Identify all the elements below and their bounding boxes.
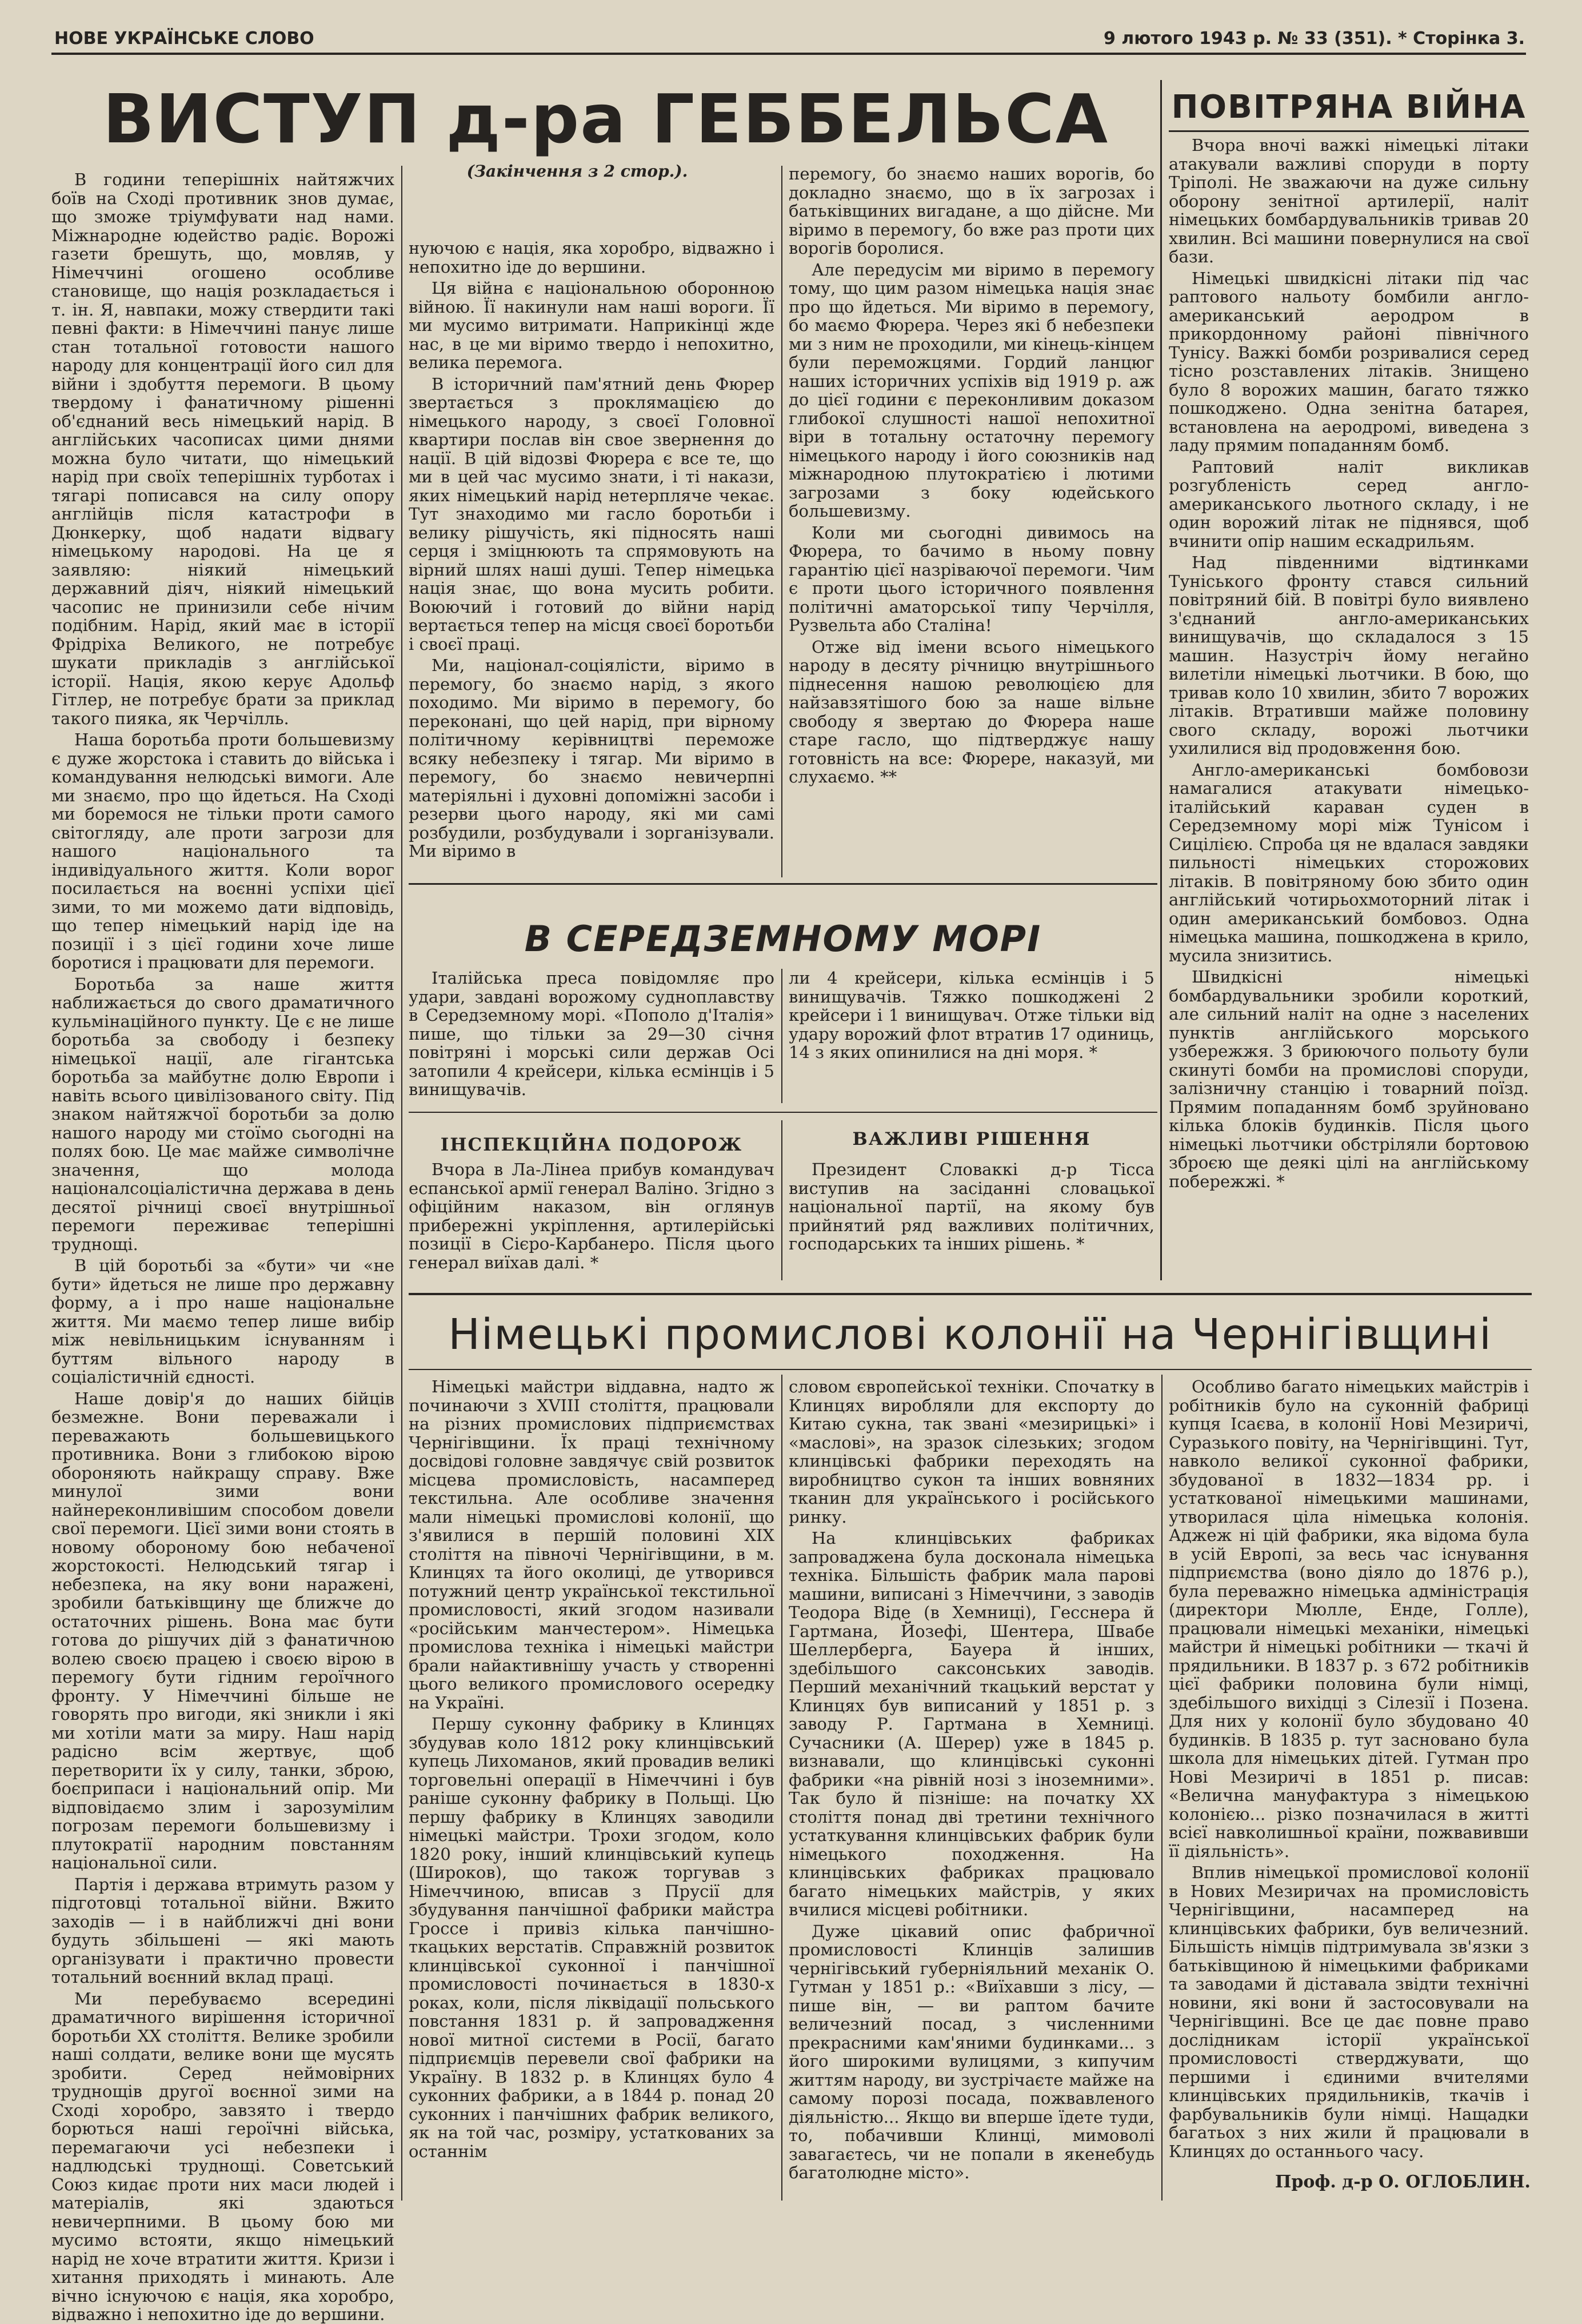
column-divider [781,1120,782,1280]
paragraph: В історичний пам'ятний день Фюрер звертається з проклямацією до німецького народу, з своєї Головної квартири послав він свое звернення до нації. В цій відозві Фюрера є все те, що ми в цей час мусимо знати, і ті накази, яких німецький нарід нетерпляче чекає. Тут знаходимо ми гасло боротьби і велику рішучість, які підносять наші серця і зміцнюють та спрямовують на вірний шлях наші душі. Тепер німецька нація знає, що вона мусить робити. Воюючий і готовий до війни нарід вертається тепер на місця своєї боротьби і своєї праці. [409,374,774,654]
paragraph: На клинцівських фабриках запроваджена була досконала німецька техніка. Більшість фабрик мала парові машини, виписані з Німеччини, з заводів Теодора Віде (в Хемниці), Гесснера й Гартмана, Йозефі, Шентера, Швабе Шеллербергa, Бауера й інших, здебільшого саксонських заводів. Перший механічний ткацький верстат у Клинцях був виписаний у 1851 р. з заводу Р. Гартмана в Хемниці. Сучасники (А. Шерер) уже в 1845 р. визнавали, що клинцівські суконні фабрики «на рівній нозі з іноземними». Так було й пізніше: на початку XX століття понад дві третини технічного устаткування клинцівських фабрик були німецького походження. На клинцівських фабриках працювало багато німецьких майстрів, у яких вчилися місцеві робітники. [789,1528,1154,1919]
paragraph: Партія і держава втримуть разом у підготовці тотальної війни. Вжито заходів — і в найближчі дні вони будуть збільшені — які мають організувати і практично провести тотальний воєнний вклад праці. [51,1874,394,1987]
paragraph: Вчора в Ла-Лінеа прибув командувач еспанської армії генерал Валіно. Згідно з офіційним наказом, він оглянув прибережні укріплення, артилерійські позиції в Сієро-Карбанеро. Після цього генерал виїхав далі. * [409,1160,774,1272]
issue-info: 9 лютого 1943 р. № 33 (351). * Сторінка 3. [1103,29,1525,49]
paragraph: Отже від імени всього німецького народу в десяту річницю внутрішнього піднесення нашою революцією для найзавзятішого бою за наше вільне свободу я звертаю до Фюрера наше старе гасло, що підтверджує нашу готовність на все: Фюрере, наказуй, ми слухаємо. ** [789,637,1154,786]
paragraph: В години теперішніх найтяжчих боїв на Сході противник знов думає, що зможе тріумфувати над нами. Міжнародне юдейство радіє. Ворожі газети брешуть, що, мовляв, у Німеччині огошено особливе становище, що нація розкладається і т. ін. Я, навпаки, можу ствердити такі певні факти: в Німеччині панує лише стан тотальної готовости нашого народу для концентрації його сил для війни і здобуття перемоги. В цьому твердому і фанатичному рішенні об'єднаний весь німецький нарід. В англійських часописах цими днями можна було читати, що німецький нарід при своїх теперішніх турботах і тягарі пописався на силу опору англійців після катастрофи в Дюнкерку, щоб надати відвагу німецькому народові. На це я заявляю: ніякий німецький державний діяч, ніякий німецький часопис не принизили себе нічим подібним. Нарід, який має в історії Фрідріха Великого, не потребує шукати прикладів з англійської історії. Нація, якою керує Адольф Гітлер, не потребує брати за приклад такого пияка, як Черчілль. [51,170,394,728]
paragraph: Вплив німецької промислової колонії в Нових Мезиричах на промисловість Чернігівщини, насамперед на клинцівських фабрики, був величезний. Більшість німців підтримувала зв'язки з батьківщиною й німецькими фабриками та заводами й діставала звідти технічні новини, які вони й застосовували на Чернігівщині. Все це дає повне право дослідникам історії української промисловості стверджувати, що першими і єдиними вчителями клинцівських прядильників, ткачів і фарбувальників були німці. Нащадки багатьох з них жили й працювали в Клинцях до останнього часу. [1169,1863,1529,2161]
air-war-column [1169,136,1529,1279]
paragraph: Швидкісні німецькі бомбардувальники зробили короткий, але сильний наліт на одне з населених пунктів англійського морського узбережжя. З бриюючого польоту були скинуті бомби на промислові споруди, залізничну станцію і товарний поїзд. Прямим попаданням бомб зруйновано кілька блоків будинків. Після цього німецькі льотчики обстріляли бортовою зброєю ще деякі цілі на англійському побережжі. * [1169,967,1529,1191]
inspection-text [409,1160,774,1280]
title-rule [409,1369,1532,1370]
goebbels-column-3 [789,165,1154,882]
chernihiv-column-1 [409,1377,774,2201]
column-divider [781,969,782,1103]
column-divider [781,166,782,877]
paragraph: Але передусім ми віримо в перемогу тому, що цим разом німецька нація знає про що йдеться. Ми віримо в перемогу, бо маємо Фюрера. Через які б небезпеки ми з ним не проходили, ми кінець-кінцем були переможцями. Гордий ланцюг наших історичних успіхів від 1919 р. аж до цієї години є переконливим доказом глибокої слушності нашої непохитної віри в тотальну остаточну перемогу німецького народу і його союзників над міжнародною плутократією і лютими загрозами з боку юдейського большевизму. [789,259,1154,521]
goebbels-title: ВИСТУП д-ра ГЕББЕЛЬСА [102,79,1109,158]
paragraph: словом європейської техніки. Спочатку в Клинцях виробляли для експорту до Китаю сукна, так звані «мезирицькі» і «маслові», на зразок сілезьких; згодом клинцівські фабрики переходять на виробництво сукон та інших вовняних тканин для українського і російського ринку. [789,1377,1154,1527]
title-rule [1169,130,1529,132]
paragraph: В цій боротьбі за «бути» чи «не бути» йдеться не лише про державну форму, а і про наше національне життя. Ми маємо тепер лише вибір між невільницьким існуванням і буттям вільного народу в соціалістичній єдності. [51,1256,394,1387]
goebbels-column-2 [409,239,774,880]
mediterranean-right [789,969,1154,1103]
paragraph: Ця війна є національною оборонною війною. Її накинули нам наші вороги. Її ми мусимо витримати. Наприкінці жде нас, в це ми віримо твердо і непохитно, велика перемога. [409,278,774,372]
inspection-title: ІНСПЕКЦІЙНА ПОДОРОЖ [440,1135,743,1155]
goebbels-column-1 [51,170,394,2324]
column-divider [401,166,402,2201]
paragraph: Англо-американські бомбовози намагалися атакувати німецько-італійський караван суден в Середземному морі між Тунісом і Сицілією. Спроба ця не вдалася завдяки пильності німецьких сторожових літаків. В повітряному бою збито один англійський чотирьохмоторний літак і один американський бомбовоз. Одна німецька машина, пошкоджена в крило, мусила знизитись. [1169,760,1529,965]
decisions-text [789,1160,1154,1280]
paragraph: Ми, націонал-соціялісти, віримо в перемогу, бо знаємо нарід, з якого походимо. Ми віримо в перемогу, бо переконані, що цей нарід, при вірному політичному керівництві переможе всяку небезпеку і тягар. Ми віримо в перемогу, бо знаємо невичерпні матеріяльні і духовні допоміжні засоби і резерви цього народу, які ми самі розбудили, розбудували і зорганізували. Ми віримо в [409,656,774,861]
air-war-title: ПОВІТРЯНА ВІЙНА [1171,89,1527,126]
decisions-title: ВАЖЛИВІ РІШЕННЯ [852,1129,1091,1149]
goebbels-subtitle: (Закінчення з 2 стор.). [466,162,688,181]
header-rule [51,53,1526,55]
column-divider [1161,1375,1162,2201]
mediterranean-left [409,969,774,1103]
author-signature: Проф. д-р О. ОГЛОБЛИН. [1275,2172,1531,2192]
paragraph: Раптовий наліт викликав розгубленість серед англо-американського льотного складу, і не один ворожий літак не піднявся, щоб вчинити опір нашим ескадрильям. [1169,457,1529,551]
section-rule [409,1293,1532,1295]
section-rule [409,1112,1157,1113]
paragraph: Президент Словаккі д-р Тісса виступив на засіданні словацької національної партії, на якому був прийнятий ряд важливих політичних, господарських та інших рішень. * [789,1160,1154,1253]
paragraph: нуючою є нація, яка хоробро, відважно і непохитно іде до вершини. [409,238,774,277]
paragraph: Вчора вночі важкі німецькі літаки атакували важливі споруди в порту Тріполі. Не зважаючи на дуже сильну оборону зенітної артилерії, наліт німецьких бомбардувальників тривав 20 хвилин. Всі машини повернулися на свої бази. [1169,135,1529,266]
newspaper-name: НОВЕ УКРАЇНСЬКЕ СЛОВО [54,29,314,49]
chernihiv-title: Німецькі промислові колонії на Чернігівщині [448,1310,1492,1359]
paragraph: Німецькі швидкісні літаки під час раптового нальоту бомбили англо-американський аеродром в прикордонному районі північного Тунісу. Важкі бомби розривалися серед тісно розставлених літаків. Знищено було 8 ворожих машин, багато тяжко пошкоджено. Одна зенітна батарея, встановлена на аеродромі, виведена з ладу прямим попаданням бомб. [1169,268,1529,455]
paragraph: Наше довір'я до наших бійців безмежне. Вони переважали і переважають большевицького противника. Вони з глибокою вірою обороняють найкращу справу. Вже минулої зими вони найнереконливішим способом довели свої перемоги. Цієї зими вони стоять в новому обороному бою небаченої жорстокості. Нелюдський тягар і небезпека, на яку вони наражені, зробили батьківщину ще ближче до остаточних рішень. Вона має бути готова до рішучих дій з фанатичною волею своєю працею і своєю вірою в перемогу бути гідним героїчного фронту. У Німеччині більше не говорять про вигоди, які зникли і які ми хотіли мати за миру. Наш нарід радісно всім жертвує, щоб перетворити їх у силу, танки, зброю, боєприпаси і національний опір. Ми відповідаємо злим і зарозумілим погрозам перемоги большевизму і плутократії народним повстанням національної сили. [51,1388,394,1872]
paragraph: Першу суконну фабрику в Клинцях збудував коло 1812 року клинцівський купець Лихоманов, який провадив великі торговельні операції в Німеччині і був раніше суконну фабрику в Польщі. Цю першу фабрику в Клинцях заводили німецькі майстри. Трохи згодом, коло 1820 року, інший клинцівський купець (Широков), що також торгував з Німеччиною, вписав з Прусії для збудування панчішної фабрики майстра Гроссе і привіз кілька панчішно-ткацьких верстатів. Справжній розвиток клинцівської суконної і панчішної промисловості починається в 1830-х роках, коли, після ліквідації польського повстання 1831 р. й запровадження нової митної системи в Росії, багато підприємців перевели свої фабрики на Україну. В 1832 р. в Клинцях було 4 суконних фабрики, а в 1844 р. понад 20 суконних і панчішних фабрик великого, як на той час, розміру, устаткованих за останнім [409,1714,774,2161]
column-divider [781,1375,782,2201]
mediterranean-title: В СЕРЕДЗЕМНОМУ МОРІ [524,918,1042,960]
section-rule [409,883,1157,885]
chernihiv-column-2 [789,1377,1154,2201]
paragraph: Наша боротьба проти большевизму є дуже жорстока і ставить до війська і командування нелюдські вимоги. Але ми знаємо, про що йдеться. На Сході ми боремося не тільки проти самого світогляду, але проти загрози для нашого національного та індивідуального життя. Коли ворог посилається на воєнні успіхи цієї зими, то ми можемо дати відповідь, що тепер німецький нарід іде на позиції і з цієї години хоче лише боротися і працювати для перемоги. [51,730,394,972]
paragraph: Коли ми сьогодні дивимось на Фюрера, то бачимо в ньому повну гарантію цієї назріваючої перемоги. Чим є проти цього історичного появлення політичні аматорської типу Черчілля, Рузвельта або Сталіна! [789,522,1154,635]
paragraph: Німецькі майстри віддавна, надто ж починаючи з XVIII століття, працювали на різних промислових підприємствах Чернігівщини. Їх праці технічному досвідові головне завдячує свій розвиток місцева промисловість, насамперед текстильна. Але особливе значення мали німецькі промислові колонії, що з'явилися в першій половині XIX століття на півночі Чернігівщини, в м. Клинцях та його околиці, де утворився потужний центр української текстильної промисловості, який згодом називали «російським манчестером». Німецька промислова техніка і німецькі майстри брали найактивнішу участь у створенні цього великого промислового осередку на Україні. [409,1377,774,1712]
paragraph: Ми перебуваємо всередині драматичного вирішення історичної боротьби XX століття. Велике зробили наші солдати, велике вони ще мусять зробити. Серед неймовірних труднощів другої воєнної зими на Сході хоробро, завзято і твердо борються наші героїчні війська, перемагаючи усі небезпеки і надлюдські труднощі. Советський Союз кидає проти них маси людей і матеріалів, які здаються невичерпними. В цьому бою ми мусимо встояти, якщо німецький нарід не хоче втратити життя. Кризи і хитання приходять і минають. Але вічно існуючою є нація, яка хоробро, відважно і непохитно іде до вершини. [51,1988,394,2324]
column-divider [1160,80,1162,1280]
paragraph: Особливо багато німецьких майстрів і робітників було на суконній фабриці купця Ісаєва, в колонії Нові Мезиричі, Суразького повіту, на Чернігівщині. Тут, навколо великої суконної фабрики, збудованої в 1832—1834 рр. і устаткованої німецькими машинами, утворилася ціла німецька колонія. Аджеж ні цій фабрики, яка відома була в усій Европі, за весь час існування підприємства (воно діяло до 1876 р.), була переважно німецька адміністрація (директори Мюлле, Енде, Голле), працювали німецькі механіки, німецькі майстри й німецькі робітники — ткачі й прядильники. В 1837 р. з 672 робітників цієї фабрики половина були німці, здебільшого вихідці з Сілезії і Позена. Для них у колонії було збудовано 40 будинків. В 1835 р. тут засновано була школа для німецьких дітей. Гутман про Нові Мезиричі в 1851 р. писав: «Велична мануфактура з німецькою колонією... різко позначилася в житті всієї навколишньої країни, пожвавивши її діяльність». [1169,1377,1529,1861]
paragraph: Боротьба за наше життя наближається до свого драматичного кульмінаційного пункту. Це є не лише боротьба за свободу і безпеку німецької нації, але гігантська боротьба за майбутнє долю Европи і навіть всього цивілізованого світу. Під знаком найтяжчої боротьби за долю нашого народу ми стоїмо сьогодні на полях бою. Це має майже символічне значення, що молода націоналсоціалістична держава в день десятої річниці своєї внутрішньої перемоги переживає теперішні труднощі. [51,974,394,1254]
paragraph: Італійська преса повідомляє про удари, завдані ворожому судноплавству в Середземному морі. «Пополо д'Італія» пише, що тільки за 29—30 січня повітряні і морські сили держав Осі затопили 4 крейсери, кілька есмінців і 5 винищувачів. [409,968,774,1099]
chernihiv-column-3 [1169,1377,1529,2161]
paragraph: Над південними відтинками Туніського фронту стався сильний повітряний бій. В повітрі було виявлено з'єднаний англо-американських винищувачів, що складалося з 15 машин. Назустріч йому негайно вилетіли німецькі льотчики. В бою, що тривав коло 10 хвилин, збито 7 ворожих літаків. Втративши майже половину свого складу, ворожі льотчики ухилилися від продовження бою. [1169,553,1529,758]
paragraph: ли 4 крейсери, кілька есмінців і 5 винищувачів. Тяжко пошкоджені 2 крейсери і 1 винищувач. Отже тільки від удару ворожий флот втратив 17 одиниць, 14 з яких опинилися на дні моря. * [789,968,1154,1062]
paragraph: перемогу, бо знаємо наших ворогів, бо докладно знаємо, що в їх загрозах і батьківщиних вигадане, а що дійсне. Ми віримо в перемогу, бо вже раз проти цих ворогів боролися. [789,164,1154,258]
paragraph: Дуже цікавий опис фабричної промисловості Клинців залишив чернігівський губерніяльний механік О. Гутман у 1851 р.: «Виїхавши з лісу, — пише він, — ви раптом бачите величезний посад, з численними прекрасними кам'яними будинками... з його широкими вулицями, з кипучим життям народу, ви зустрічаєте майже на самому порозі посада, пожвавленого діяльністю... Якщо ви вперше їдете туди, то, побачивши Клинці, мимоволі завагаєтесь, чи не попали в якенебудь багатолюдне місто». [789,1921,1154,2182]
